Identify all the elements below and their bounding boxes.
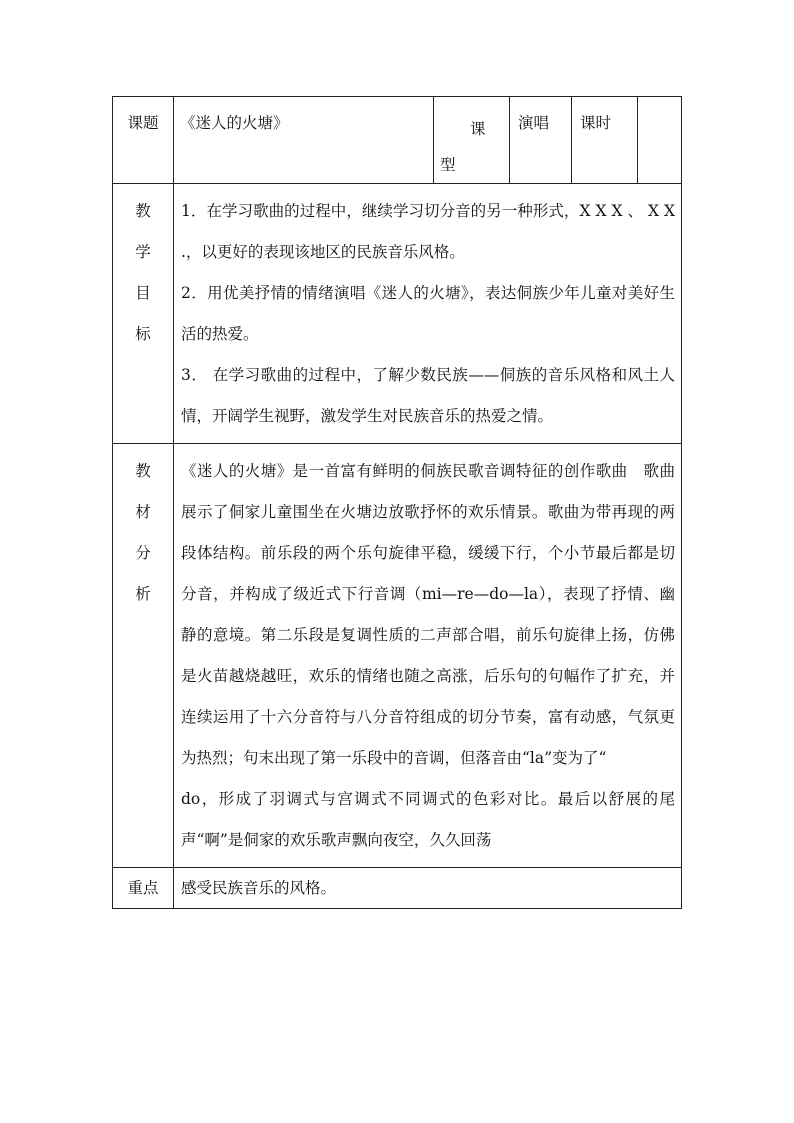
analysis-label-char: 分	[135, 544, 151, 562]
lesson-type-label-part2: 型	[440, 156, 456, 174]
objectives-row	[113, 184, 682, 444]
analysis-label-char: 教	[135, 462, 151, 480]
key-point-label: 重点	[113, 868, 174, 909]
lesson-plan-table	[112, 96, 682, 909]
key-point-content: 感受民族音乐的风格。	[174, 868, 682, 909]
lesson-type-label-part1: 课	[470, 120, 486, 138]
header-row	[113, 97, 682, 184]
analysis-paragraph: do，形成了羽调式与宫调式不同调式的色彩对比。最后以舒展的尾声“啊”是侗家的欢乐歌声飘向夜空，久久回荡	[181, 790, 675, 849]
objective-item: 3． 在学习歌曲的过程中，了解少数民族——侗族的音乐风格和风土人情，开阔学生视野，激发学生对民族音乐的热爱之情。	[181, 366, 675, 425]
period-value	[638, 97, 682, 184]
analysis-content	[174, 444, 682, 868]
analysis-paragraph: 《迷人的火塘》是一首富有鲜明的侗族民歌音调特征的创作歌曲 歌曲展示了侗家儿童围坐在火塘边放歌抒怀的欢乐情景。歌曲为带再现的两段体结构。前乐段的两个乐句旋律平稳，缓缓下行，个小节最后都是切分音，并构成了级近式下行音调（mi—re—do—la），表现了抒情、幽静的意境。第二乐段是复调性质的二声部合唱，前乐句旋律上扬，仿佛是火苗越烧越旺，欢乐的情绪也随之高涨，后乐句的句幅作了扩充，并连续运用了十六分音符与八分音符组成的切分节奏，富有动感，气氛更为热烈；句末出现了第一乐段中的音调，但落音由“la”变为了“	[181, 462, 675, 767]
objectives-label-char: 标	[135, 325, 151, 343]
analysis-label-char: 析	[135, 585, 151, 603]
key-point-row	[113, 868, 682, 909]
objective-item: 2．用优美抒情的情绪演唱《迷人的火塘》，表达侗族少年儿童对美好生活的热爱。	[181, 284, 675, 343]
lesson-type-label	[434, 97, 510, 184]
lesson-type-value: 演唱	[510, 97, 572, 184]
analysis-label-char: 材	[135, 503, 151, 521]
subject-label: 课题	[113, 97, 174, 184]
objectives-label-char: 目	[135, 284, 151, 302]
period-label: 课时	[572, 97, 638, 184]
analysis-label	[113, 444, 174, 868]
objectives-content	[174, 184, 682, 444]
objectives-label	[113, 184, 174, 444]
lesson-title: 《迷人的火塘》	[174, 97, 434, 184]
objective-item: 1．在学习歌曲的过程中，继续学习切分音的另一种形式，X X X 、 X X .，以更好的表现该地区的民族音乐风格。	[181, 202, 675, 261]
analysis-row	[113, 444, 682, 868]
objectives-label-char: 教	[135, 202, 151, 220]
objectives-label-char: 学	[135, 243, 151, 261]
